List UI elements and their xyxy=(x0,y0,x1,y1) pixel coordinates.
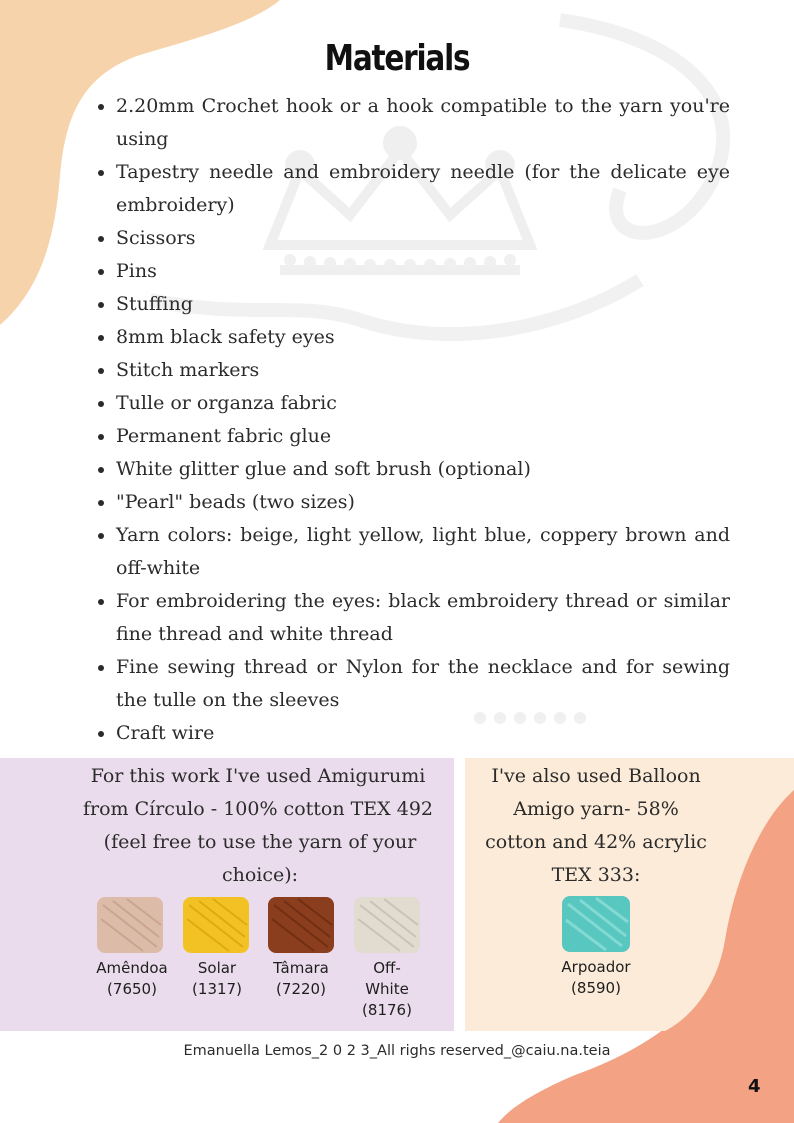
list-item: • Fine sewing thread or Nylon for the necklace and for sewing the tulle on the sleeves xyxy=(116,651,730,717)
list-item: • For embroidering the eyes: black embroidery thread or similar fine thread and white thread xyxy=(116,585,730,651)
yarn-code: (8590) xyxy=(571,979,621,997)
list-item: • Scissors xyxy=(116,222,730,255)
yarn-swatch-arpoador xyxy=(562,896,630,952)
yarn-code: (7220) xyxy=(276,980,326,998)
description-line: TEX 333: xyxy=(551,864,641,886)
yarn-label-amendoa xyxy=(82,958,182,1000)
list-item: • White glitter glue and soft brush (optional) xyxy=(116,453,730,486)
copyright-footer: Emanuella Lemos_2 0 2 3_All righs reserved_@caiu.na.teia xyxy=(183,1043,611,1059)
yarn-code: (1317) xyxy=(192,980,242,998)
materials-list xyxy=(96,90,730,750)
list-item: • Stitch markers xyxy=(116,354,730,387)
list-item: • Permanent fabric glue xyxy=(116,420,730,453)
yarn-swatch-amendoa xyxy=(97,897,163,953)
page-title: Materials xyxy=(324,38,470,79)
yarn-swatch-solar xyxy=(183,897,249,953)
description-line: Amigo yarn- 58% xyxy=(513,798,679,820)
yarn-code: (8176) xyxy=(362,1001,412,1019)
yarn-code: (7650) xyxy=(107,980,157,998)
list-item: • Tapestry needle and embroidery needle (for the delicate eye embroidery) xyxy=(116,156,730,222)
yarn-name: Amêndoa xyxy=(96,959,168,977)
yarn-label-arpoador xyxy=(540,957,652,999)
page-number: 4 xyxy=(748,1076,761,1097)
yarn-name: Off- xyxy=(373,959,401,977)
description-line: from Círculo - 100% cotton TEX 492 xyxy=(83,798,433,820)
yarn-swatch-off-white xyxy=(354,897,420,953)
description-line: choice): xyxy=(221,864,299,886)
yarn-label-off-white xyxy=(342,958,432,1021)
yarn-name: Solar xyxy=(197,959,237,977)
circulo-yarn-description xyxy=(0,760,524,892)
yarn-swatch-tamara xyxy=(268,897,334,953)
description-line: cotton and 42% acrylic xyxy=(485,831,707,853)
list-item: • Craft wire xyxy=(116,717,730,750)
list-item: • 8mm black safety eyes xyxy=(116,321,730,354)
list-item: • 2.20mm Crochet hook or a hook compatible to the yarn you're using xyxy=(116,90,730,156)
yarn-label-tamara xyxy=(256,958,346,1000)
yarn-name: Tâmara xyxy=(273,959,329,977)
list-item: • Pins xyxy=(116,255,730,288)
list-item: • Stuffing xyxy=(116,288,730,321)
description-line: I've also used Balloon xyxy=(491,765,701,787)
yarn-name: Arpoador xyxy=(561,958,631,976)
list-item: • Tulle or organza fabric xyxy=(116,387,730,420)
description-line: For this work I've used Amigurumi xyxy=(90,765,426,787)
yarn-label-solar xyxy=(172,958,262,1000)
yarn-name: White xyxy=(365,980,409,998)
description-line: (feel free to use the yarn of your xyxy=(103,831,417,853)
list-item: • Yarn colors: beige, light yellow, light blue, coppery brown and off-white xyxy=(116,519,730,585)
list-item: • "Pearl" beads (two sizes) xyxy=(116,486,730,519)
